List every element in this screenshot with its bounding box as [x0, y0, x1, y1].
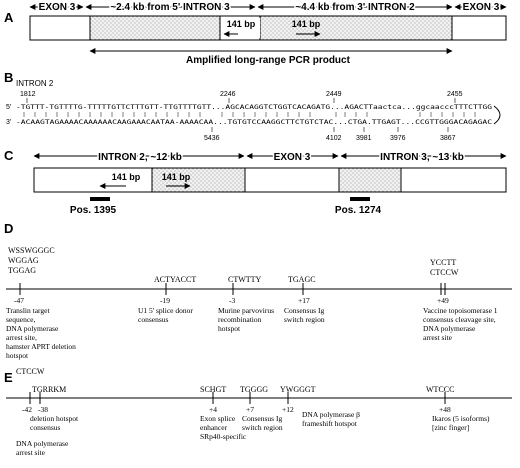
e-pos-p12: +12	[282, 405, 294, 414]
e-pos-m42: -42	[22, 405, 32, 414]
e-motif3: SCHGT	[200, 385, 227, 394]
e-desc5-l1: DNA polymerase β	[302, 410, 360, 419]
d-desc5-l3: DNA polymerase	[423, 324, 476, 333]
d-motif2: ACTYACCT	[154, 275, 197, 284]
d-pos-m19: -19	[160, 296, 170, 305]
d-desc1-l3: DNA polymerase	[6, 324, 59, 333]
d-pos-m3: -3	[229, 296, 236, 305]
d-desc3-l3: hotspot	[218, 324, 241, 333]
d-desc4-l1: Consensus Ig	[284, 306, 325, 315]
d-desc5-l4: arrest site	[423, 333, 452, 342]
hairpin-loop	[494, 106, 500, 124]
panel-b-letter: B	[4, 70, 14, 85]
panel-b	[4, 70, 500, 142]
num-4102: 4102	[326, 135, 342, 142]
panel-c	[4, 148, 506, 216]
d-desc2-l2: consensus	[138, 315, 169, 324]
d-pos-m47: -47	[14, 296, 24, 305]
d-desc1-l5: hamster APRT deletion	[6, 342, 76, 351]
e-motif4: TGGGG	[240, 385, 268, 394]
pcr-product-caption: Amplified long-range PCR product	[186, 55, 350, 66]
pos-1395-bar	[90, 197, 110, 201]
base-pair-lines	[24, 112, 475, 117]
d-desc1-l2: sequence,	[6, 315, 36, 324]
e-desc2-l2: consensus	[30, 423, 61, 432]
intron2-label: ~4.4 kb from 3' INTRON 2	[295, 2, 415, 13]
d-motif1-line1: WSSWGGGC	[8, 246, 55, 255]
c-intron2-label: INTRON 2, ~12 kb	[98, 152, 182, 163]
intron2-title: INTRON 2	[16, 79, 54, 88]
strand-3-label: 3'	[6, 119, 12, 126]
num-2449: 2449	[326, 91, 342, 98]
d-motif1-line2: WGGAG	[8, 256, 39, 265]
e-desc5-l2: frameshift hotspot	[302, 419, 357, 428]
exon3-right-label: EXON 3	[462, 2, 500, 13]
num-3867: 3867	[440, 135, 456, 142]
panel-e	[4, 367, 512, 457]
num-5436: 5436	[204, 135, 220, 142]
d-desc5-l2: consensus cleavage site,	[423, 315, 496, 324]
e-desc1-l2: arrest site	[16, 448, 45, 457]
d-motif1-line3: TGGAG	[8, 266, 36, 275]
d-desc1-l4: arrest site,	[6, 333, 37, 342]
d-desc4-l2: switch region	[284, 315, 325, 324]
pos-1274-label: Pos. 1274	[334, 205, 382, 216]
c-intron3-label: INTRON 3, ~13 kb	[380, 152, 464, 163]
d-motif5-line2: CTCCW	[430, 268, 459, 277]
e-motif6: WTCCC	[426, 385, 455, 394]
strand-5-label: 5'	[6, 104, 12, 111]
panel-e-letter: E	[4, 370, 13, 385]
sequence-bottom: -ACAAGTAGAAAACAAAAAACAAGAAACAATAA-AAAACAA...TGTGTCCAAGGCTTCTGTCTAC...CTGA.TTGAGT...CCGTTGGGACAGAGAC	[16, 119, 493, 126]
d-desc3-l2: recombination	[218, 315, 262, 324]
d-motif5-line1: YCCTT	[430, 258, 457, 267]
e-desc1-l1: DNA polymerase	[16, 439, 69, 448]
exon3-left-label: EXON 3	[38, 2, 76, 13]
panel-d-letter: D	[4, 221, 14, 236]
panel-c-letter: C	[4, 148, 14, 163]
e-pos-p48: +48	[439, 405, 451, 414]
panel-d	[4, 221, 512, 360]
bp-right-label: 141 bp	[291, 19, 321, 29]
e-desc3-l2: enhancer	[200, 423, 228, 432]
e-desc3-l1: Exon splice	[200, 414, 236, 423]
num-2246: 2246	[220, 91, 236, 98]
e-pos-m38: -38	[38, 405, 48, 414]
d-desc2-l1: U1 5' splice donor	[138, 306, 193, 315]
panel-a	[4, 2, 506, 66]
d-pos-p17: +17	[298, 296, 310, 305]
e-desc6-l1: Ikaros (5 isoforms)	[432, 414, 490, 423]
intron3-label: ~2.4 kb from 5' INTRON 3	[110, 2, 230, 13]
panel-a-letter: A	[4, 10, 14, 25]
d-desc3-l1: Murine parvovirus	[218, 306, 275, 315]
num-3976: 3976	[390, 135, 406, 142]
num-2455: 2455	[447, 91, 463, 98]
pos-1395-label: Pos. 1395	[69, 205, 117, 216]
e-motif5: YWGGGT	[280, 385, 316, 394]
e-desc2-l1: deletion hotspot	[30, 414, 79, 423]
e-desc4-l2: switch region	[242, 423, 283, 432]
bp-left-label: 141 bp	[226, 19, 256, 29]
d-motif4: TGAGC	[288, 275, 316, 284]
d-pos-p49: +49	[437, 296, 449, 305]
e-desc4-l1: Consensus Ig	[242, 414, 283, 423]
e-pos-p7: +7	[246, 405, 254, 414]
c-exon3-label: EXON 3	[273, 152, 311, 163]
e-motif2: TGRRKM	[32, 385, 67, 394]
c-bp-right-label: 141 bp	[161, 172, 191, 182]
d-motif3: CTWTTY	[228, 275, 262, 284]
e-desc3-l3: SRp40-specific	[200, 432, 247, 441]
d-desc1-l6: hotspot	[6, 351, 29, 360]
pos-1274-bar	[350, 197, 370, 201]
intron2-region	[260, 16, 452, 40]
d-desc5-l1: Vaccine topoisomerase 1	[423, 306, 498, 315]
sequence-top: -TGTTT-TGTTTTG-TTTTTGTTCTTTGTT-TTGTTTTGTT...AGCACAGGTCTGGTCACAGATG...AGACTTaactca...ggcaacccTTTCTTGG	[16, 104, 493, 111]
num-1812: 1812	[20, 91, 36, 98]
e-desc6-l2: [zinc finger]	[432, 423, 470, 432]
e-motif1: CTCCW	[16, 367, 45, 376]
c-bp-left-label: 141 bp	[111, 172, 141, 182]
intron3-region	[90, 16, 220, 40]
c-bar	[34, 168, 506, 192]
num-3981: 3981	[356, 135, 372, 142]
c-intron3-region	[339, 168, 401, 192]
e-pos-p4: +4	[209, 405, 217, 414]
d-desc1-l1: Translin target	[6, 306, 50, 315]
